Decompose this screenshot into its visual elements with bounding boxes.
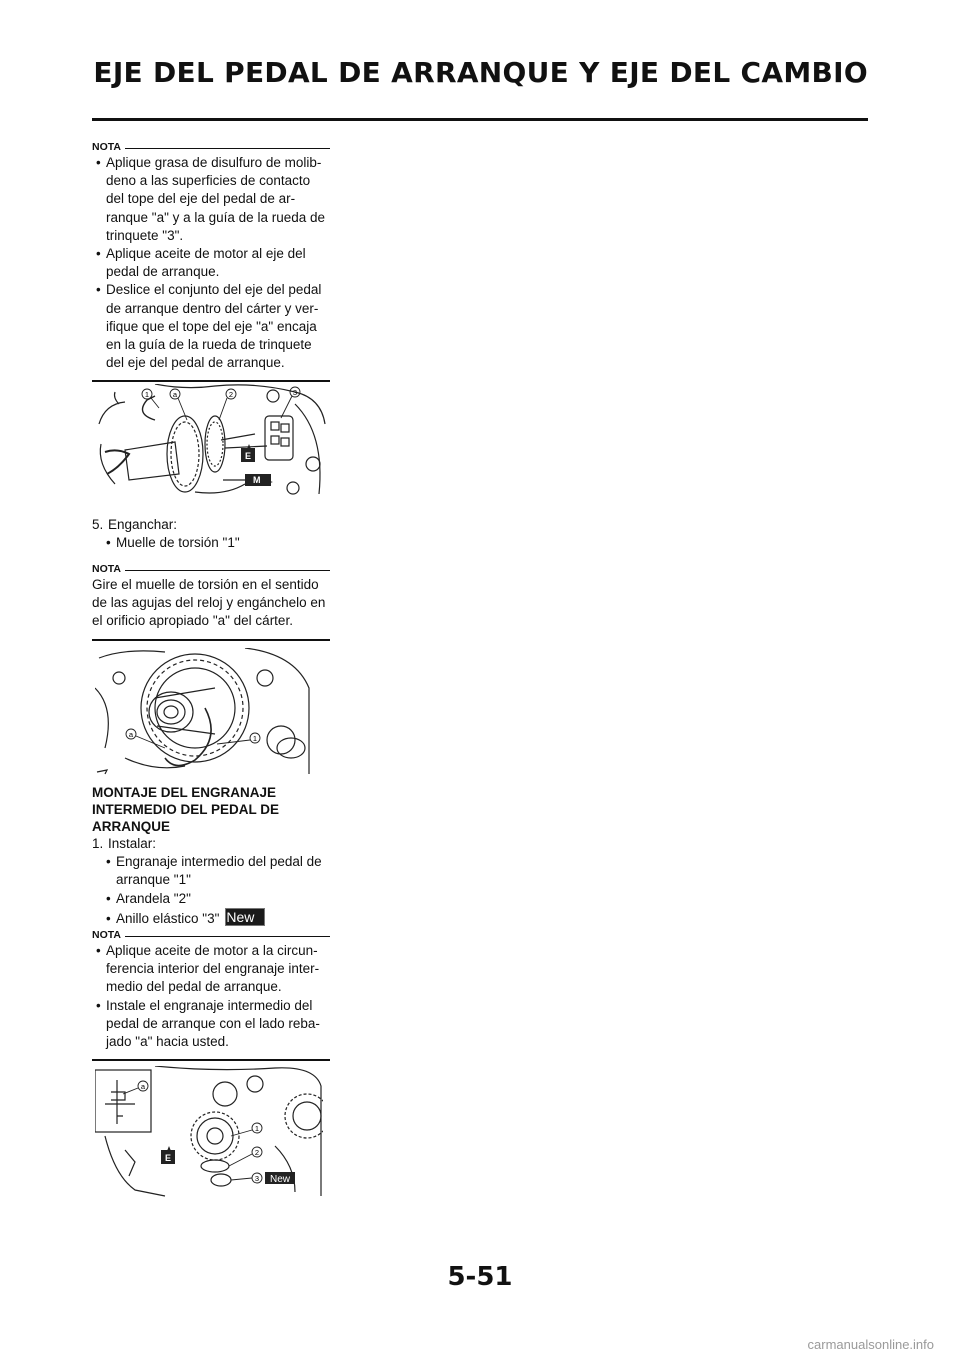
page-title: EJE DEL PEDAL DE ARRANQUE Y EJE DEL CAMBIO	[93, 56, 868, 89]
note-label: NOTA	[92, 929, 121, 941]
molybdenum-grease-symbol: M	[253, 475, 261, 485]
figure-torsion-spring	[95, 648, 315, 776]
note-item: • Deslice el conjunto del eje del pedal de arranque dentro del cárter y ver-ifique que el tope del eje "a" encaja en la guía de la rueda de trinquete del eje del pedal de arranque.	[92, 281, 330, 372]
section-kick-idle-gear	[92, 784, 330, 928]
callout-a: a	[128, 730, 134, 739]
note-item: • Aplique grasa de disulfuro de molib-deno a las superficies de contacto del tope del eje del pedal de ar-ranque "a" y a la guía de la rueda de trinquete "3".	[92, 154, 330, 245]
engine-oil-symbol: E	[165, 1153, 172, 1163]
callout-3: 3	[254, 1174, 260, 1183]
step-item: Anillo elástico "3"	[116, 910, 220, 926]
step-item: • Arandela "2"	[92, 890, 330, 908]
callout-1: 1	[144, 390, 150, 399]
note-item: • Aplique aceite de motor a la circun-ferencia interior del engranaje inter-medio del pedal de arranque.	[92, 942, 330, 997]
new-badge: New	[225, 908, 265, 926]
note-label: NOTA	[92, 141, 121, 153]
step-5	[92, 516, 330, 552]
callout-2: 2	[228, 390, 234, 399]
page-number: 5-51	[447, 1262, 513, 1292]
note-item: • Aplique aceite de motor al eje del pedal de arranque.	[92, 245, 330, 281]
callout-a: a	[140, 1082, 146, 1091]
step-number: 5.	[92, 517, 104, 532]
step-title: Instalar:	[108, 836, 157, 851]
step-item: • Muelle de torsión "1"	[92, 534, 330, 552]
note-label: NOTA	[92, 563, 121, 575]
step-title: Enganchar:	[108, 517, 178, 532]
watermark: carmanualsonline.info	[807, 1337, 934, 1352]
note-block-2	[92, 562, 330, 641]
engine-oil-symbol: E	[245, 451, 252, 461]
figure-idle-gear-install	[95, 1066, 323, 1200]
callout-2: 2	[254, 1148, 260, 1157]
header-rule	[92, 118, 868, 121]
new-badge: New	[269, 1174, 291, 1185]
step-item: • Engranaje intermedio del pedal de arranque "1"	[92, 853, 330, 889]
callout-1: 1	[254, 1124, 260, 1133]
callout-3: 3	[292, 388, 298, 397]
note-item: • Instale el engranaje intermedio del pedal de arranque con el lado reba-jado "a" hacia usted.	[92, 997, 330, 1052]
callout-a: a	[172, 390, 178, 399]
step-number: 1.	[92, 836, 104, 851]
callout-1: 1	[252, 734, 258, 743]
section-title: MONTAJE DEL ENGRANAJE INTERMEDIO DEL PEDAL DE ARRANQUE	[92, 785, 280, 834]
note-block-3	[92, 928, 330, 1061]
figure-kickstarter-shaft	[95, 384, 327, 502]
note-text: Gire el muelle de torsión en el sentido de las agujas del reloj y engánchelo en el orificio apropiado "a" del cárter.	[92, 577, 326, 629]
note-block-1	[92, 140, 330, 382]
